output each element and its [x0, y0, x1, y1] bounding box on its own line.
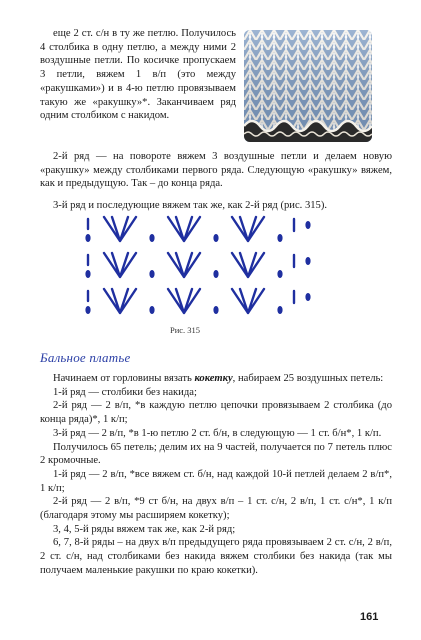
paragraph-row-1: 1-й ряд — столбики без накида; [53, 386, 197, 398]
figure-caption: Рис. 315 [170, 325, 201, 335]
paragraph-row-2: 2-й ряд — на повороте вяжем 3 воздушные петли и делаем новую «ракушку» между столбиками первого ряда. Следующую «ракушку» вяжем, как и предыдущую. Так – до конца ряда. [40, 151, 392, 190]
paragraph-new-rows-6-8: 6, 7, 8-й ряды – на двух в/п предыдущего ряда провязываем 2 ст. с/н, 2 в/п, 2 ст. с/н, над столбиками без накида вяжем столбики без накида (так мы получаем маленькие ракушки по краю кокетки). [40, 537, 392, 576]
paragraph-row-2b: 2-й ряд — 2 в/п, *в каждую петлю цепочки провязываем 2 столбика (до конца ряда)*, 1 к/п; [40, 400, 392, 426]
page-number: 161 [360, 611, 379, 623]
crochet-chart-diagram [80, 211, 330, 323]
paragraph-new-rows-3-5: 3, 4, 5-й ряды вяжем так же, как 2-й ряд; [53, 523, 236, 535]
paragraph-count: Получилось 65 петель; делим их на 9 частей, получается по 7 петель плюс 2 кромочные. [40, 441, 392, 467]
paragraph-new-row-2: 2-й ряд — 2 в/п, *9 ст б/н, на двух в/п – 1 ст. с/н, 2 в/п, 1 ст. с/н*, 1 к/п (благодаря этому мы расширяем кокетку); [40, 496, 392, 522]
paragraph-intro: Начинаем от горловины вязать кокетку, набираем 25 воздушных петель: [53, 373, 384, 384]
section-title: Бальное платье [40, 350, 131, 365]
lace-pattern-image [244, 30, 372, 142]
paragraph-new-row-1: 1-й ряд — 2 в/п, *все вяжем ст. б/н, над каждой 10-й петлей делаем 2 в/п*, 1 к/п; [40, 468, 392, 494]
paragraph-row-3: 3-й ряд и последующие вяжем так же, как 2-й ряд (рис. 315). [53, 200, 328, 211]
knitted-lace-photo [244, 30, 372, 142]
section-body [40, 372, 392, 578]
paragraph-row-3b: 3-й ряд — 2 в/п, *в 1-ю петлю 2 ст. б/н, в следующую — 1 ст. б/н*, 1 к/п. [53, 427, 382, 439]
paragraph-shell-continuation: еще 2 ст. с/н в ту же петлю. Получилось 4 столбика в одну петлю, а между ними 2 воздушные петли. По косичке пропускаем 3 петли, вяжем 1 в/п (это между «ракушками») и в 4-ю петлю провязываем такую же «ракушку»*. Заканчиваем ряд одним столбиком с накидом. [40, 28, 236, 122]
keyword-kokette: кокетку [194, 373, 233, 384]
